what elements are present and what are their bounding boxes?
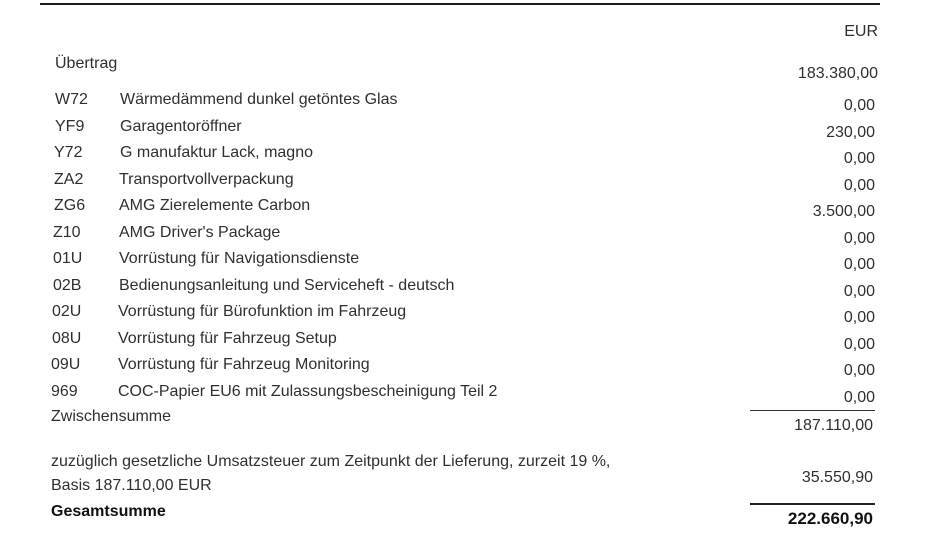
item-amount: 0,00 [843, 176, 875, 194]
item-description: AMG Driver's Package [119, 223, 281, 241]
item-description: AMG Zierelemente Carbon [119, 197, 311, 214]
item-code: 09U [51, 356, 81, 373]
item-description: Vorrüstung für Navigationsdienste [119, 250, 360, 267]
item-code: ZA2 [54, 170, 84, 188]
total-amount: 222.660,90 [787, 509, 873, 528]
item-amount: 0,00 [843, 150, 875, 167]
item-code: Y72 [54, 144, 83, 161]
item-description: Wärmedämmend dunkel getöntes Glas [120, 91, 398, 108]
carry-over-label: Übertrag [55, 55, 118, 72]
item-description: Transportvollverpackung [119, 170, 294, 188]
item-amount: 230,00 [826, 123, 875, 141]
subtotal-rule [750, 410, 875, 411]
item-code: YF9 [55, 117, 85, 135]
item-description: Garagentoröffner [120, 117, 242, 135]
item-code: Z10 [53, 223, 81, 241]
item-code: W72 [55, 91, 88, 108]
carry-over-amount: 183.380,00 [797, 65, 878, 82]
top-divider [40, 3, 880, 5]
subtotal-amount: 187.110,00 [794, 417, 873, 434]
item-code: ZG6 [54, 197, 86, 214]
subtotal-label: Zwischensumme [51, 408, 172, 425]
item-amount: 0,00 [843, 335, 875, 353]
item-description: Vorrüstung für Fahrzeug Setup [118, 329, 337, 347]
total-label: Gesamtsumme [51, 503, 166, 520]
item-amount: 3.500,00 [812, 203, 875, 220]
vat-text-line1: zuzüglich gesetzliche Umsatzsteuer zum Zeitpunkt der Lieferung, zurzeit 19 %, [51, 453, 611, 470]
item-amount: 0,00 [843, 388, 875, 406]
item-amount: 0,00 [843, 362, 875, 379]
item-code: 02U [52, 303, 82, 320]
item-amount: 0,00 [843, 229, 875, 247]
item-code: 08U [52, 329, 82, 347]
vat-text-line2: Basis 187.110,00 EUR [51, 477, 212, 494]
total-rule [750, 503, 875, 505]
item-code: 01U [53, 250, 83, 267]
item-amount: 0,00 [843, 256, 875, 273]
item-description: Bedienungsanleitung und Serviceheft - deutsch [119, 276, 455, 294]
item-amount: 0,00 [843, 282, 875, 300]
vat-amount: 35.550,90 [801, 469, 873, 486]
currency-header: EUR [844, 23, 878, 40]
item-description: Vorrüstung für Bürofunktion im Fahrzeug [118, 303, 407, 320]
item-code: 02B [53, 276, 82, 294]
item-description: COC-Papier EU6 mit Zulassungsbescheinigung Teil 2 [118, 382, 498, 400]
item-amount: 0,00 [843, 309, 875, 326]
item-amount: 0,00 [843, 97, 875, 114]
item-description: Vorrüstung für Fahrzeug Monitoring [118, 356, 370, 373]
item-description: G manufaktur Lack, magno [120, 144, 313, 161]
item-code: 969 [51, 382, 78, 400]
